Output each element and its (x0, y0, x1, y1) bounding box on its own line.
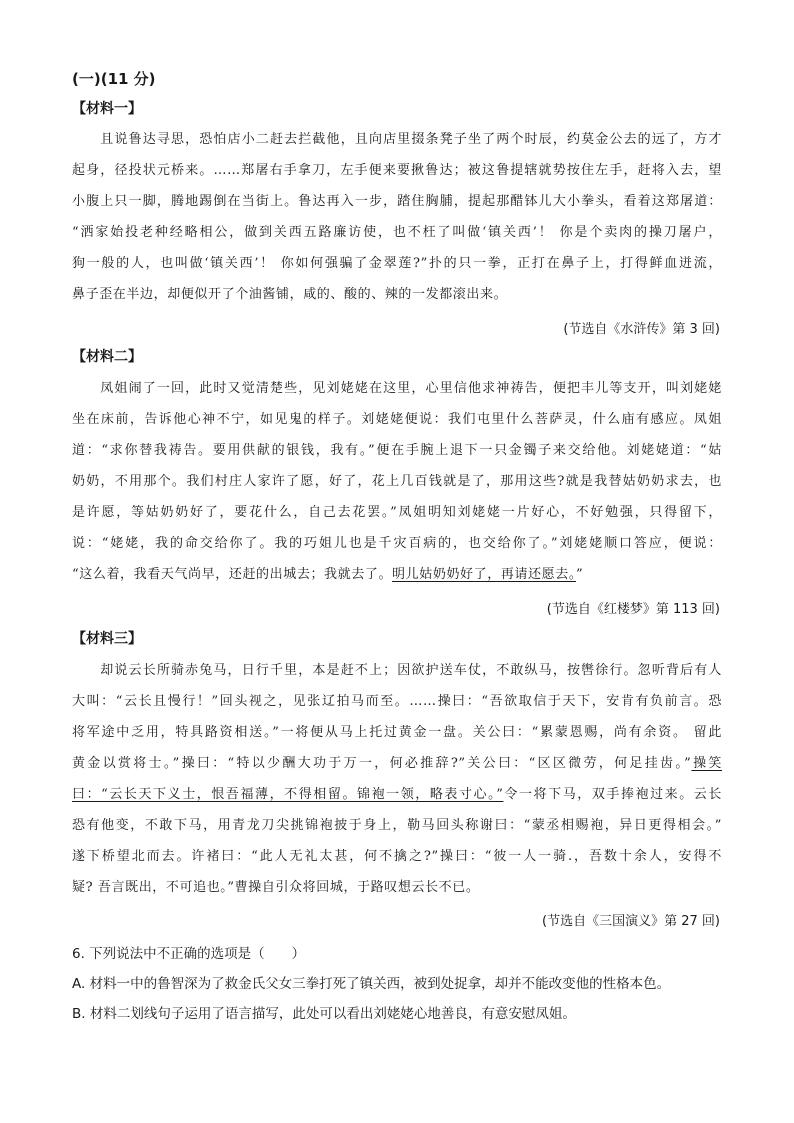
material-two-heading: 【材料二】 (72, 349, 142, 365)
passage-line: 大叫：“云长且慢行！”回头视之，见张辽拍马而至。……操曰：“吾欲取信于天下，安肯有负前言。恐 (72, 694, 722, 709)
material-three-source: (节选自《三国演义》第 27 回) (542, 914, 720, 929)
passage-line: 且说鲁达寻思，恐怕店小二赶去拦截他，且向店里掇条凳子坐了两个时辰，约莫金公去的远了，方才 (72, 132, 722, 147)
plain-text: ” (575, 567, 584, 582)
passage-line: 是许愿，等姑奶奶好了，要花什么，自己去花罢。”凤姐明知刘姥姥一片好心，不好勉强，只得留下， (72, 505, 722, 520)
passage-line: 却说云长所骑赤兔马，日行千里，本是赶不上；因欲护送车仗，不敢纵马，按辔徐行。忽听背后有人 (72, 663, 722, 678)
passage-line: 鼻子歪在半边，却便似开了个油酱铺，咸的、酸的、辣的一发都滚出来。 (72, 287, 508, 302)
material-one-passage (72, 124, 722, 310)
underlined-sentence: 明儿姑奶奶好了，再请还愿去。 (392, 567, 576, 582)
material-two-passage (72, 373, 722, 590)
option-a: A. 材料一中的鲁智深为了救金氏父女三拳打死了镇关西，被到处捉拿，却并不能改变他的性格本色。 (72, 976, 671, 992)
passage-line: 坐在床前，告诉他心神不宁，如见鬼的样子。刘姥姥便说：我们屯里什么菩萨灵，什么庙有感应。凤姐 (72, 412, 722, 427)
passage-line: 恐有他变，不敢下马，用青龙刀尖挑锦袍披于身上，勒马回头称谢曰：“蒙丞相赐袍，异日更得相会。” (72, 818, 722, 833)
passage-line: 将军途中乏用，特具路资相送。”一将便从马上托过黄金一盘。关公曰：“累蒙恩赐，尚有余资。 留此 (72, 725, 722, 740)
passage-line (72, 559, 722, 590)
option-b: B. 材料二划线句子运用了语言描写，此处可以看出刘姥姥心地善良，有意安慰凤姐。 (72, 1006, 576, 1022)
passage-line: 疑? 吾言既出，不可追也。”曹操自引众将回城，于路叹想云长不已。 (72, 880, 480, 895)
passage-line: “洒家始投老种经略相公，做到关西五路廉访使，也不枉了叫做‘镇关西’！ 你是个卖肉的操刀屠户， (72, 225, 722, 240)
underlined-sentence: 曰：“云长天下义士，恨吾福薄，不得相留。锦袍一领，略表寸心。” (72, 787, 504, 802)
passage-line: 狗一般的人，也叫做‘镇关西’！ 你如何强骗了金翠莲?”扑的只一拳，正打在鼻子上，打得鲜血迸流， (72, 256, 722, 271)
plain-text: 令一将下马，双手捧袍过来。云长 (503, 787, 722, 802)
passage-line (72, 779, 722, 810)
passage-line: 起身，径投状元桥来。……郑屠右手拿刀，左手便来要揪鲁达；被这鲁提辖就势按住左手，赶将入去，望 (72, 163, 722, 178)
question-stem: 6. 下列说法中不正确的选项是（ ） (72, 946, 306, 962)
plain-text: “这么着，我看天气尚早，还赶的出城去；我就去了。 (72, 567, 393, 582)
material-two-source: (节选自《红楼梦》第 113 回) (546, 602, 720, 617)
passage-line: 小腹上只一脚，腾地踢倒在当街上。鲁达再入一步，踏住胸脯，提起那醋钵儿大小拳头，看着这郑屠道： (72, 194, 722, 209)
passage-line: 奶奶，不用那个。我们村庄人家许了愿，好了，花上几百钱就是了，那用这些?就是我替姑奶奶求去，也 (72, 474, 722, 489)
passage-line (72, 748, 722, 779)
plain-text: 黄金以赏将士。”操曰：“特以少酬大功于万一，何必推辞?”关公曰：“区区微劳，何足挂齿。” (72, 756, 692, 771)
passage-line: 凤姐闹了一回，此时又觉清楚些，见刘姥姥在这里，心里信他求神祷告，便把丰儿等支开，叫刘姥姥 (72, 381, 722, 396)
section-title: (一)(11 分) (72, 70, 156, 88)
material-one-source: (节选自《水浒传》第 3 回) (563, 322, 720, 337)
passage-line: 道：“求你替我祷告。要用供献的银钱，我有。”便在手腕上退下一只金镯子来交给他。刘姥姥道：“姑 (72, 443, 722, 458)
underlined-text: 操笑 (691, 756, 722, 771)
passage-line: 说：“姥姥，我的命交给你了。我的巧姐儿也是千灾百病的，也交给你了。”刘姥姥顺口答应，便说： (72, 536, 722, 551)
material-three-passage (72, 655, 722, 903)
material-three-heading: 【材料三】 (72, 631, 142, 647)
passage-line: 遂下桥望北而去。许褚曰：“此人无礼太甚，何不擒之?”操曰：“彼一人一骑.，吾数十余人，安得不 (72, 849, 722, 864)
material-one-heading: 【材料一】 (72, 101, 142, 117)
